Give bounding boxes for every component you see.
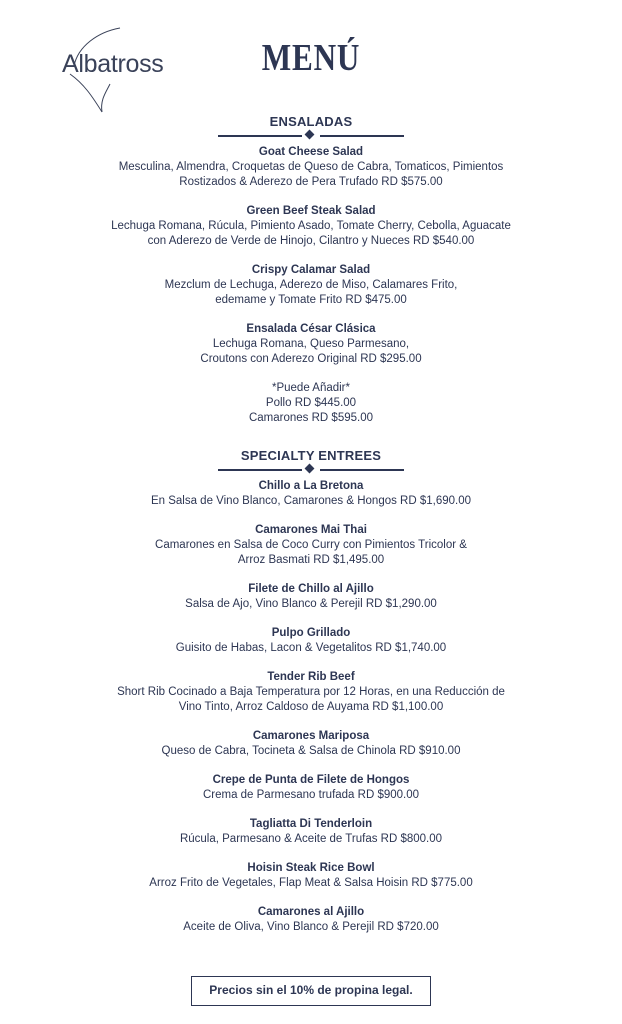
item-description: Lechuga Romana, Rúcula, Pimiento Asado, Tomate Cherry, Cebolla, Aguacate bbox=[111, 220, 511, 232]
item-description: Aceite de Oliva, Vino Blanco & Perejil RD $720.00 bbox=[183, 921, 439, 933]
item-description: Crema de Parmesano trufada RD $900.00 bbox=[202, 789, 420, 801]
section-ensaladas bbox=[0, 114, 622, 426]
item-name: Filete de Chillo al Ajillo bbox=[248, 583, 374, 595]
menu-item bbox=[0, 905, 622, 935]
item-name: Tender Rib Beef bbox=[267, 671, 355, 683]
item-name: Camarones al Ajillo bbox=[257, 906, 365, 918]
diamond-ornament-icon bbox=[305, 464, 315, 474]
item-description: Vino Tinto, Arroz Caldoso de Auyama RD $1,100.00 bbox=[178, 701, 444, 713]
menu-item bbox=[0, 729, 622, 759]
menu-item bbox=[0, 861, 622, 891]
item-name: Hoisin Steak Rice Bowl bbox=[247, 862, 375, 874]
item-description: Arroz Frito de Vegetales, Flap Meat & Salsa Hoisin RD $775.00 bbox=[149, 877, 473, 889]
addon-heading: *Puede Añadir* bbox=[271, 382, 350, 394]
menu-item bbox=[0, 523, 622, 568]
item-description: Lechuga Romana, Queso Parmesano, bbox=[212, 338, 410, 350]
item-description: Queso de Cabra, Tocineta & Salsa de Chinola RD $910.00 bbox=[161, 745, 461, 757]
menu-item bbox=[0, 817, 622, 847]
section-specialty-entrees bbox=[0, 448, 622, 935]
item-name: Goat Cheese Salad bbox=[258, 146, 364, 158]
tip-notice: Precios sin el 10% de propina legal. bbox=[191, 976, 431, 1006]
item-name: Tagliatta Di Tenderloin bbox=[249, 818, 373, 830]
item-description: Mezclum de Lechuga, Aderezo de Miso, Calamares Frito, bbox=[164, 279, 458, 291]
item-name: Chillo a La Bretona bbox=[258, 480, 364, 492]
diamond-ornament-icon bbox=[305, 130, 315, 140]
menu-item bbox=[0, 626, 622, 656]
item-name: Green Beef Steak Salad bbox=[246, 205, 376, 217]
section-divider bbox=[218, 464, 404, 476]
menu-item bbox=[0, 145, 622, 190]
item-name: Crispy Calamar Salad bbox=[251, 264, 371, 276]
addon-item: Camarones RD $595.00 bbox=[248, 412, 373, 424]
item-name: Crepe de Punta de Filete de Hongos bbox=[212, 774, 410, 786]
menu-item bbox=[0, 773, 622, 803]
item-description: Croutons con Aderezo Original RD $295.00 bbox=[200, 353, 422, 365]
add-ons bbox=[0, 381, 622, 426]
item-description: Short Rib Cocinado a Baja Temperatura por 12 Horas, en una Reducción de bbox=[117, 686, 505, 698]
item-description: edemame y Tomate Frito RD $475.00 bbox=[215, 294, 407, 306]
menu-item bbox=[0, 582, 622, 612]
section-heading: ENSALADAS bbox=[269, 114, 353, 129]
item-description: Camarones en Salsa de Coco Curry con Pimientos Tricolor & bbox=[155, 539, 467, 551]
item-description: Arroz Basmati RD $1,495.00 bbox=[237, 554, 385, 566]
item-name: Camarones Mai Thai bbox=[255, 524, 367, 536]
menu-item bbox=[0, 263, 622, 308]
logo-text: Albatross bbox=[62, 50, 164, 78]
menu-item bbox=[0, 204, 622, 249]
menu-title: MENÚ bbox=[261, 37, 361, 79]
addon-item: Pollo RD $445.00 bbox=[265, 397, 357, 409]
item-description: En Salsa de Vino Blanco, Camarones & Hongos RD $1,690.00 bbox=[150, 495, 472, 507]
item-name: Pulpo Grillado bbox=[271, 627, 351, 639]
menu-item bbox=[0, 479, 622, 509]
section-divider bbox=[218, 130, 404, 142]
menu-item bbox=[0, 322, 622, 367]
item-name: Camarones Mariposa bbox=[252, 730, 370, 742]
item-description: Rúcula, Parmesano & Aceite de Trufas RD $800.00 bbox=[179, 833, 443, 845]
menu-item bbox=[0, 670, 622, 715]
item-description: Guisito de Habas, Lacon & Vegetalitos RD $1,740.00 bbox=[175, 642, 447, 654]
item-name: Ensalada César Clásica bbox=[246, 323, 376, 335]
item-description: Salsa de Ajo, Vino Blanco & Perejil RD $1,290.00 bbox=[185, 598, 437, 610]
item-description: con Aderezo de Verde de Hinojo, Cilantro y Nueces RD $540.00 bbox=[147, 235, 475, 247]
section-heading: SPECIALTY ENTREES bbox=[240, 448, 382, 463]
item-description: Rostizados & Aderezo de Pera Trufado RD $575.00 bbox=[179, 176, 443, 188]
item-description: Mesculina, Almendra, Croquetas de Queso de Cabra, Tomaticos, Pimientos bbox=[118, 161, 504, 173]
